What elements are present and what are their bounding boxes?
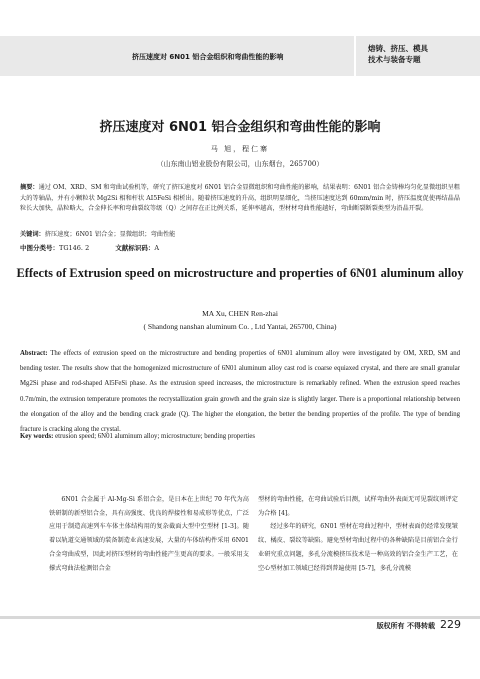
body-column-left	[49, 493, 249, 575]
running-title: 挤压速度对 6N01 铝合金组织和弯曲性能的影响	[132, 53, 284, 61]
doc-code-value: A	[154, 244, 160, 252]
article-title-cn: 挤压速度对 6N01 铝合金组织和弯曲性能的影响	[99, 120, 381, 135]
clc-value: TG146. 2	[59, 244, 90, 252]
abstract-en-label: Abstract:	[20, 350, 48, 357]
header-divider	[354, 36, 356, 76]
section-label	[368, 43, 468, 65]
keywords-en-text: etrusion speed; 6N01 aluminum alloy; microstructure; bending properties	[55, 433, 256, 440]
classification-line	[20, 243, 460, 252]
footer-journal-section: 版权所有 不得转载	[376, 622, 435, 630]
footer-rule	[0, 616, 480, 619]
keywords-cn-label: 关键词：	[20, 231, 45, 238]
abstract-cn	[20, 183, 460, 215]
abstract-en-text: The effects of extrusion speed on the microstructure and bending properties of 6N01 aluminum alloy were investigated by OM, XRD, SM and bending tester. The results show that the homogenized microstructure of 6N01 aluminum alloy cast rod is coarse equiaxed crystal, and there are small granular Mg2Si phase and rod-shaped Al5FeSi phase. As the extrusion speed increases, the microstructure is remarkably refined. When the extrusion speed reaches 0.7m/min, the extrusion temperature promotes the recrystallization grain growth and the grain size is slightly larger. There is a proportional relationship between the elongation of the alloy and the bending crack grade (Q). The higher the elongation, the better the bending properties of the profile. The type of bending fracture is cracking along the crystal.	[20, 350, 461, 434]
abstract-en	[20, 346, 460, 437]
body-paragraph: 型材的弯曲性能，在弯曲试验后目测，试样弯曲外表面无可见裂纹则评定为合格 [4]。	[258, 496, 458, 517]
authors-en: MA Xu, CHEN Ren-zhai	[202, 309, 278, 318]
section-label-line1: 熔铸、挤压、模具	[368, 44, 428, 53]
clc-label: 中图分类号：	[20, 244, 59, 252]
page-number: 229	[440, 618, 461, 631]
affiliation-en: ( Shandong nanshan aluminum Co. , Ltd Yantai, 265700, China)	[143, 322, 337, 331]
keywords-cn-text: 挤压速度；6N01 铝合金；显微组织；弯曲性能	[44, 231, 176, 238]
keywords-en-label: Key words:	[20, 433, 54, 440]
body-column-right	[258, 493, 458, 575]
abstract-cn-text: 通过 OM、XRD、SM 和弯曲试验机等，研究了挤压速度对 6N01 铝合金显微组织和弯曲性能的影响，结果表明：6N01 铝合金铸棒均匀化显微组织呈粗大的等轴晶，并有小颗粒状 Mg2Si 相和杆状 AI5FeSi 相析出。随着挤压速度的升高，组织明显细化，当挤压速度达到 60mm/min 时，挤压温度促使再结晶晶粒长大加快，晶粒略大，合金伸长率和弯曲裂纹等级（Q）之间存在正比例关系，延伸率越高，型材材弯曲性能越好，弯曲断裂断裂类型为沿晶开裂。	[20, 184, 460, 212]
body-paragraph: 6N01 合金属于 Al-Mg-Si 系铝合金，是日本在上世纪 70 年代为高铁研制的新型铝合金，具有高强度、优良的焊接性和易成形等优点，广泛应用于制造高速列车车体主体结构用的复杂截面大型中空型材 [1-3]。随着以轨道交通领域的装备制造业高速发展，大量的车体结构件采用 6N01 合金弯曲成型，因此对挤压型材的弯曲性能产生更高的要求。一般采用支撑式弯曲法检测铝合金	[49, 496, 249, 572]
keywords-cn	[20, 229, 460, 238]
abstract-cn-label: 摘要：	[20, 184, 39, 191]
body-paragraph: 经过多年的研究，6N01 型材在弯曲过程中，型材表面仍经常发现皱纹、橘皮、裂纹等缺陷。避免型材弯曲过程中的各种缺陷是目前铝合金行业研究重点问题，多孔分流模挤压技术是一种高效的铝合金生产工艺，在空心型材加工领域已经得到普遍使用 [5-7]，多孔分流模	[258, 523, 458, 572]
authors-cn: 马 旭，程仁寨	[210, 145, 270, 153]
doc-code-label: 文献标识码：	[115, 244, 155, 252]
affiliation-cn: （山东南山铝业股份有限公司，山东烟台，265700）	[156, 160, 324, 168]
keywords-en	[20, 433, 460, 440]
article-title-en: Effects of Extrusion speed on microstructure and properties of 6N01 aluminum alloy	[16, 266, 464, 280]
section-label-line2: 技术与装备专题	[368, 55, 421, 64]
